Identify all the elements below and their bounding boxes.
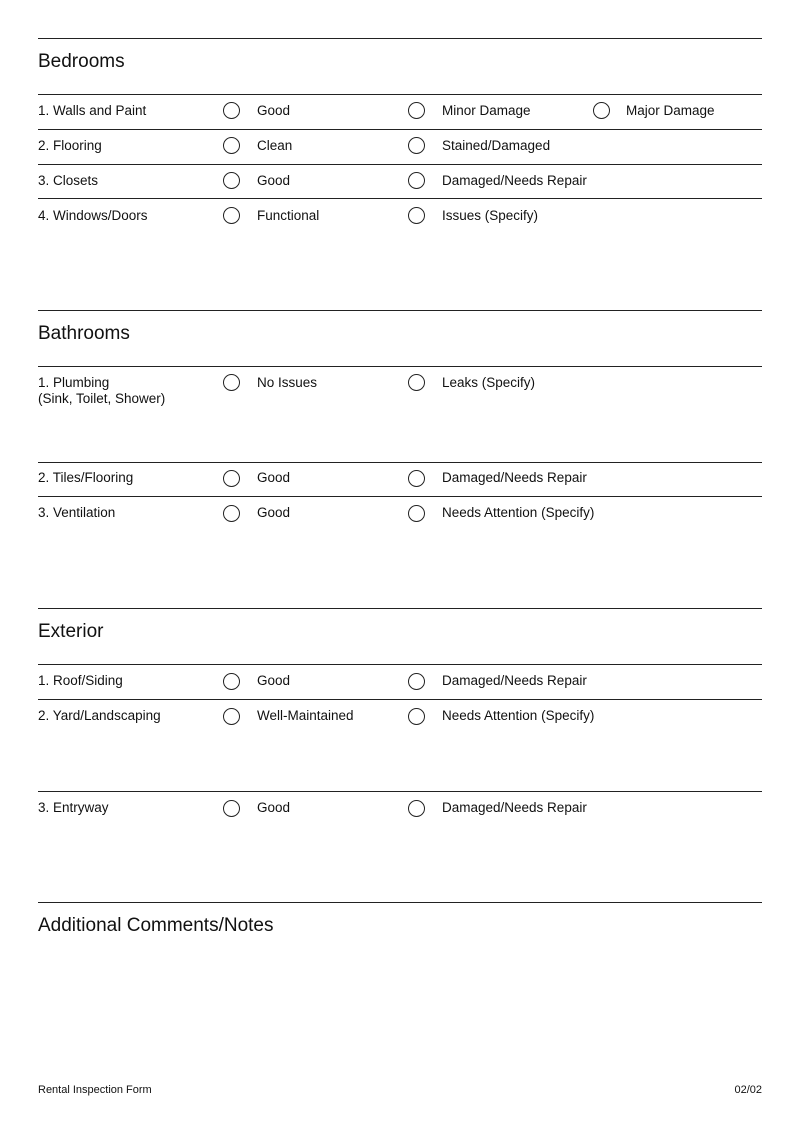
option-label: Damaged/Needs Repair [442,673,587,688]
radio-minor-damage[interactable] [408,102,425,119]
section-title-exterior: Exterior [38,621,104,642]
row-divider [38,198,762,199]
option-label: Good [257,103,291,118]
option-label: Well-Maintained [257,708,354,723]
option-label: Major Damage [626,103,715,118]
radio-clean[interactable] [223,137,240,154]
radio-needs-attention-specify[interactable] [408,708,425,725]
item-label: 2. Tiles/Flooring [38,470,134,485]
item-label: 1. Walls and Paint [38,103,147,118]
row-divider [38,462,762,463]
row-divider [38,129,762,130]
option-label: Good [257,173,291,188]
option-label: No Issues [257,375,318,390]
row-divider [38,164,762,165]
option-label: Clean [257,138,293,153]
option-label: Minor Damage [442,103,531,118]
radio-major-damage[interactable] [593,102,610,119]
option-label: Good [257,800,291,815]
radio-good[interactable] [223,673,240,690]
option-label: Needs Attention (Specify) [442,505,595,520]
radio-no-issues[interactable] [223,374,240,391]
radio-issues-specify[interactable] [408,207,425,224]
option-label: Good [257,505,291,520]
radio-leaks-specify[interactable] [408,374,425,391]
section-title-bathrooms: Bathrooms [38,323,130,344]
radio-good[interactable] [223,172,240,189]
radio-functional[interactable] [223,207,240,224]
radio-well-maintained[interactable] [223,708,240,725]
radio-damaged-needs-repair[interactable] [408,470,425,487]
item-label: 3. Ventilation [38,505,116,520]
section-divider [38,366,762,367]
footer-page-number: 02/02 [734,1084,762,1096]
section-divider [38,664,762,665]
option-label: Good [257,470,291,485]
item-label: 3. Entryway [38,800,109,815]
option-label: Damaged/Needs Repair [442,800,587,815]
option-label: Good [257,673,291,688]
footer-form-name: Rental Inspection Form [38,1084,152,1096]
item-label: 3. Closets [38,173,99,188]
section-title-bedrooms: Bedrooms [38,51,125,72]
section-divider [38,94,762,95]
item-label: 2. Yard/Landscaping [38,708,161,723]
item-label-sub: (Sink, Toilet, Shower) [38,391,166,406]
item-label [38,375,165,407]
option-label: Leaks (Specify) [442,375,536,390]
item-label-main: 1. Plumbing [38,375,110,390]
radio-stained-damaged[interactable] [408,137,425,154]
section-divider [38,310,762,311]
item-label: 2. Flooring [38,138,102,153]
radio-good[interactable] [223,505,240,522]
item-label: 1. Roof/Siding [38,673,123,688]
option-label: Issues (Specify) [442,208,539,223]
option-label: Damaged/Needs Repair [442,173,587,188]
option-label: Functional [257,208,320,223]
option-label: Stained/Damaged [442,138,551,153]
section-divider [38,38,762,39]
option-label: Needs Attention (Specify) [442,708,595,723]
radio-good[interactable] [223,470,240,487]
row-divider [38,496,762,497]
radio-good[interactable] [223,102,240,119]
radio-good[interactable] [223,800,240,817]
section-divider [38,608,762,609]
comments-area[interactable] [38,950,762,1060]
item-label: 4. Windows/Doors [38,208,148,223]
radio-damaged-needs-repair[interactable] [408,673,425,690]
radio-needs-attention-specify[interactable] [408,505,425,522]
radio-damaged-needs-repair[interactable] [408,800,425,817]
radio-damaged-needs-repair[interactable] [408,172,425,189]
section-divider [38,902,762,903]
row-divider [38,791,762,792]
option-label: Damaged/Needs Repair [442,470,587,485]
section-title-comments: Additional Comments/Notes [38,915,274,936]
row-divider [38,699,762,700]
